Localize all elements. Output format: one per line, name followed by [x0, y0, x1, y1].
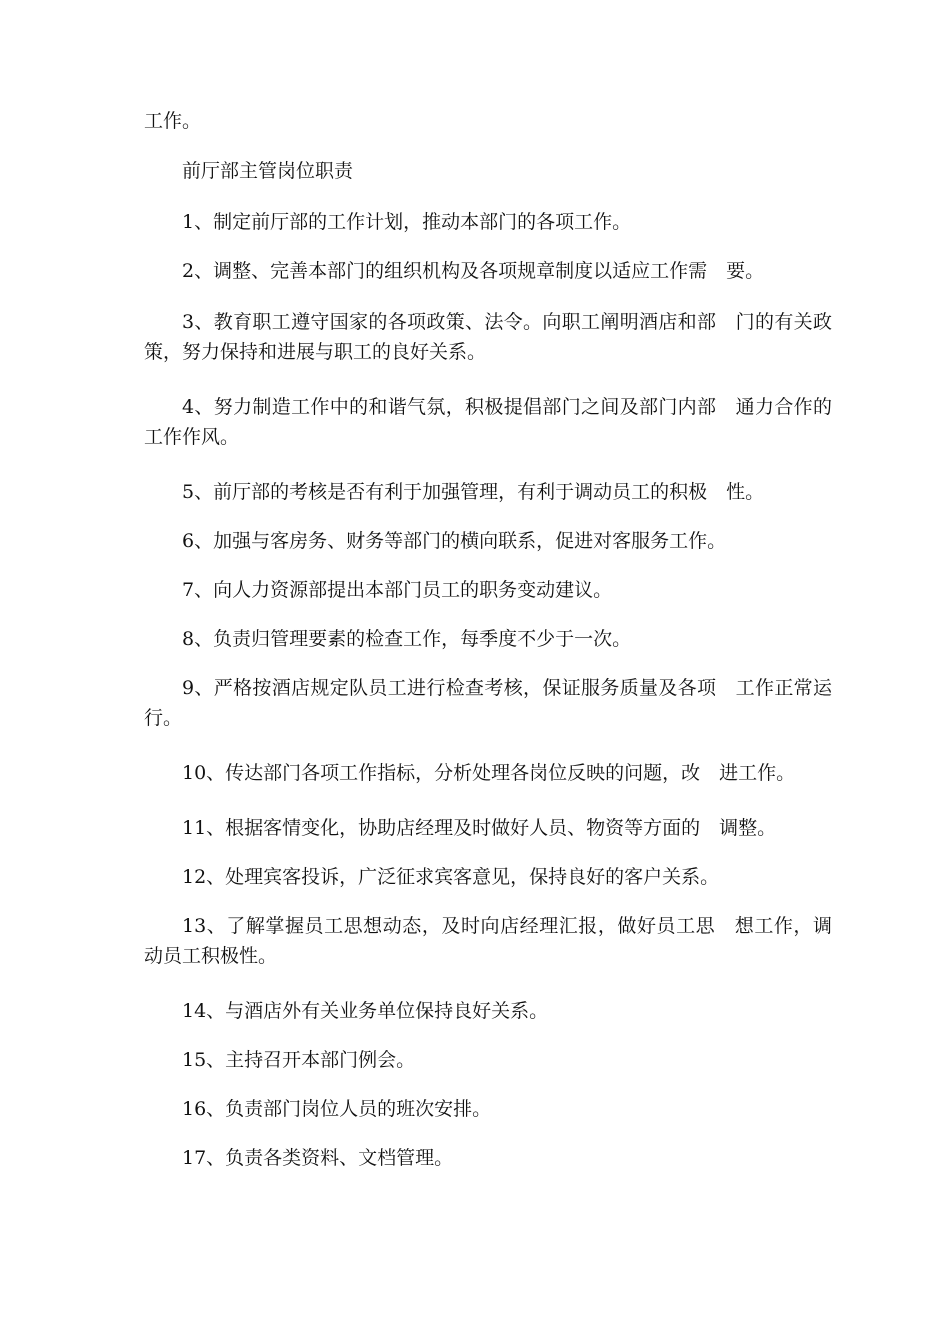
- duty-item-12: 12、处理宾客投诉，广泛征求宾客意见，保持良好的客户关系。: [182, 866, 720, 888]
- duty-item-4: 4、努力制造工作中的和谐气氛，积极提倡部门之间及部门内部 通力合作的工作作风。: [144, 396, 832, 448]
- duty-item-5: 5、前厅部的考核是否有利于加强管理，有利于调动员工的积极 性。: [182, 481, 765, 503]
- duty-item-13: 13、了解掌握员工思想动态，及时向店经理汇报，做好员工思 想工作，调动员工积极性。: [144, 915, 832, 967]
- duty-item-14: 14、与酒店外有关业务单位保持良好关系。: [182, 1000, 549, 1022]
- duty-item-11: 11、根据客情变化，协助店经理及时做好人员、物资等方面的 调整。: [182, 817, 777, 839]
- duty-item-2: 2、调整、完善本部门的组织机构及各项规章制度以适应工作需 要。: [182, 260, 765, 282]
- duty-item-7: 7、向人力资源部提出本部门员工的职务变动建议。: [182, 579, 613, 601]
- duty-item-6: 6、加强与客房务、财务等部门的横向联系，促进对客服务工作。: [182, 530, 727, 552]
- duty-item-8: 8、负责归管理要素的检查工作，每季度不少于一次。: [182, 628, 632, 650]
- duty-item-16: 16、负责部门岗位人员的班次安排。: [182, 1098, 492, 1120]
- duty-item-15: 15、主持召开本部门例会。: [182, 1049, 416, 1071]
- document-body: [144, 106, 832, 1173]
- duty-item-9: 9、严格按酒店规定队员工进行检查考核，保证服务质量及各项 工作正常运行。: [144, 677, 832, 729]
- lead-fragment: 工作。: [144, 110, 202, 132]
- duty-item-17: 17、负责各类资料、文档管理。: [182, 1147, 454, 1169]
- duty-item-1: 1、制定前厅部的工作计划，推动本部门的各项工作。: [182, 211, 632, 233]
- duty-item-10: 10、传达部门各项工作指标，分析处理各岗位反映的问题，改 进工作。: [182, 762, 796, 784]
- section-heading: 前厅部主管岗位职责: [182, 160, 354, 182]
- duty-item-3: 3、教育职工遵守国家的各项政策、法令。向职工阐明酒店和部 门的有关政策，努力保持和进展与职工的良好关系。: [144, 311, 832, 363]
